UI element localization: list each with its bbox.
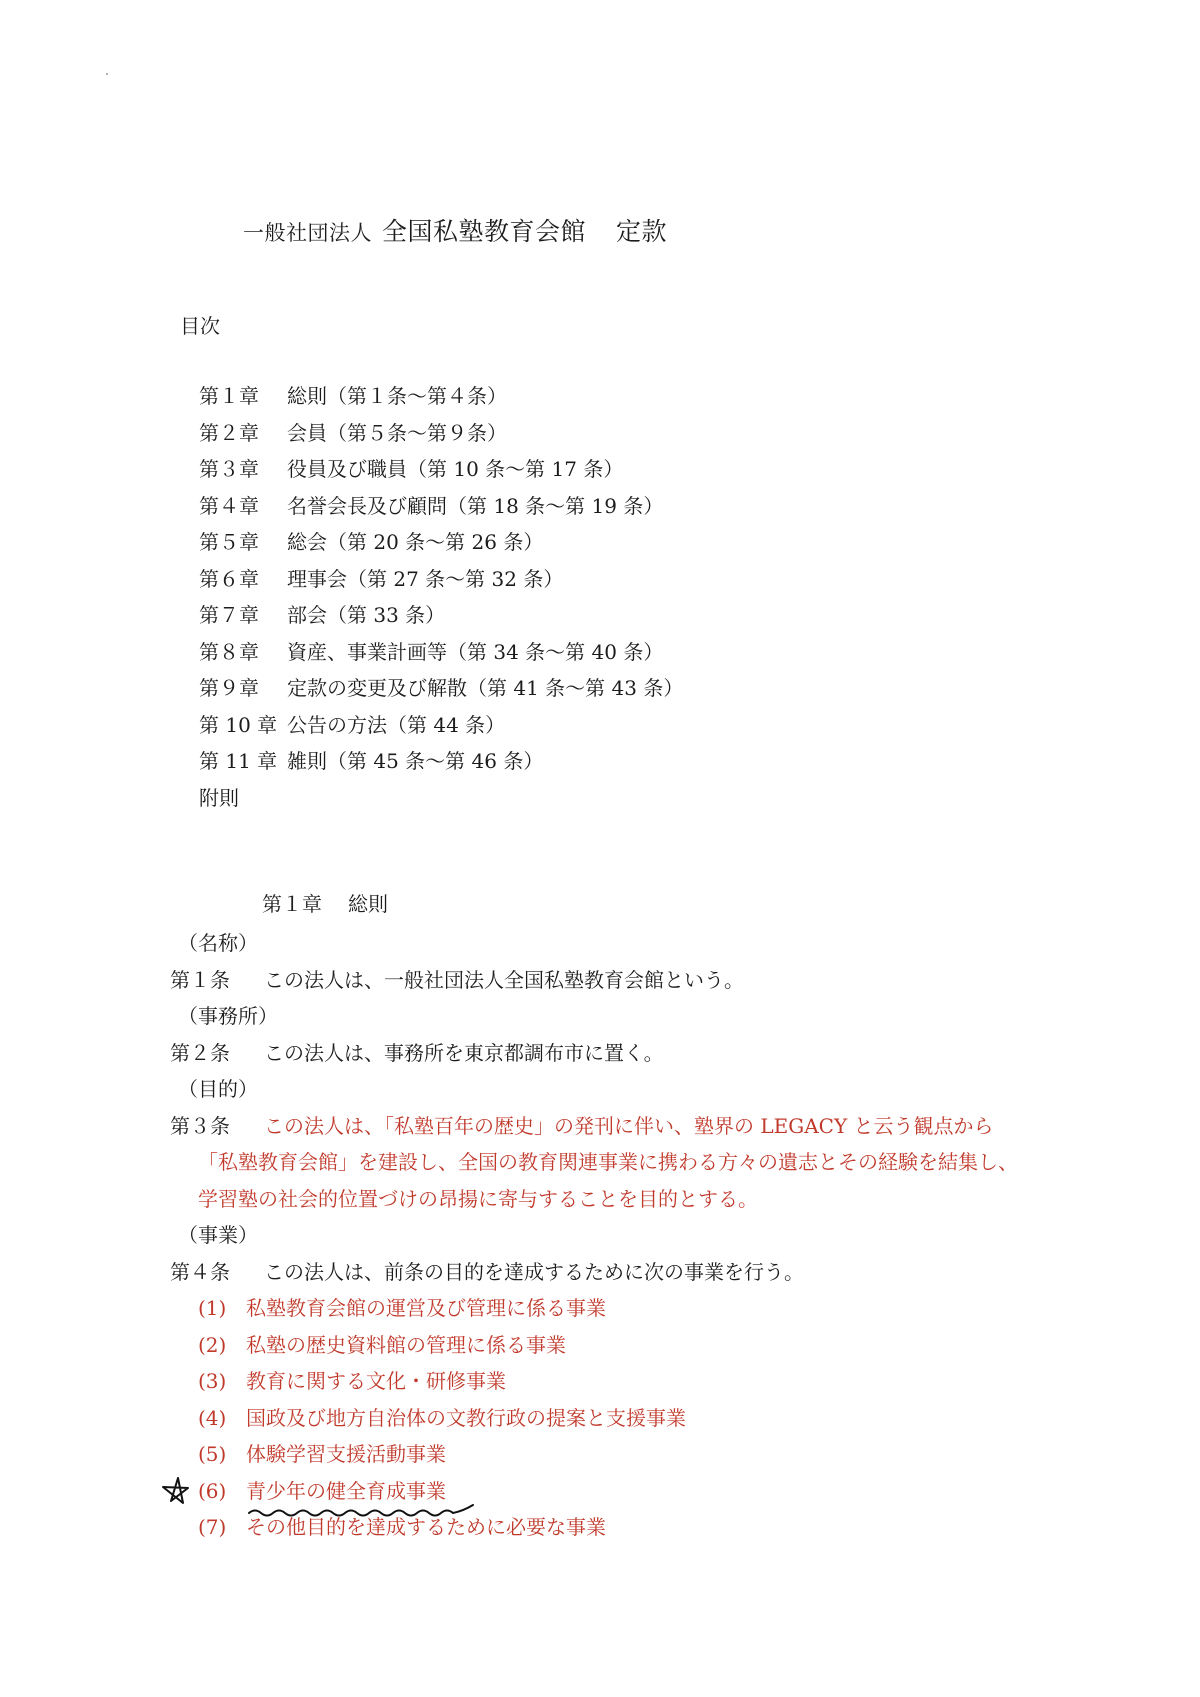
list-item [170,1509,1070,1546]
item-text: その他目的を達成するために必要な事業 [246,1515,606,1539]
item-text: 体験学習支援活動事業 [246,1442,446,1466]
toc-chapter: 第３章 [199,457,259,481]
toc-heading: 目次 [180,314,220,338]
chapter-heading [262,888,388,917]
item-number: (1) [198,1296,227,1320]
item-text: 青少年の健全育成事業 [246,1478,446,1503]
toc-chapter: 第８章 [199,639,259,664]
toc-row [199,524,683,561]
article-text: この法人は、事務所を東京都調布市に置く。 [264,1040,664,1065]
article-2 [170,1035,1070,1072]
toc-row [199,415,683,452]
list-item [170,1400,1070,1437]
article-number: 第３条 [170,1113,230,1138]
title-name: 全国私塾教育会館 [382,217,587,246]
list-item [170,1290,1070,1327]
article-caption: （目的） [178,1077,258,1101]
toc-text: 理事会（第 27 条〜第 32 条） [287,566,564,591]
list-item [170,1363,1070,1400]
chapter-number: 第１章 [262,892,322,916]
toc-chapter: 第１章 [199,384,259,408]
toc-row [199,634,683,671]
list-item [170,1327,1070,1364]
list-item [170,1436,1070,1473]
article-number: 第２条 [170,1040,230,1065]
toc-chapter: 第９章 [199,676,259,700]
article-1 [170,962,1070,999]
item-text: 私塾の歴史資料館の管理に係る事業 [246,1332,566,1357]
item-text: 私塾教育会館の運営及び管理に係る事業 [246,1296,606,1320]
title-suffix: 定款 [616,217,668,246]
item-number: (4) [198,1405,227,1430]
toc-text: 公告の方法（第 44 条） [287,712,506,737]
article-caption: （名称） [178,931,258,955]
article-text: この法人は、前条の目的を達成するために次の事業を行う。 [264,1259,804,1284]
item-number: (3) [198,1369,227,1393]
title-org: 一般社団法人 [243,221,372,245]
article-number: 第１条 [170,967,230,992]
toc-chapter: 第４章 [199,493,259,518]
article-caption: （事業） [178,1223,258,1247]
toc-row [199,670,683,707]
toc-chapter: 第 10 章 [199,712,278,737]
article-text: この法人は、「私塾百年の歴史」の発刊に伴い、塾界の LEGACY と云う観点から [264,1113,994,1138]
toc-chapter: 第７章 [199,603,259,627]
toc-chapter: 第５章 [199,530,259,554]
article-4 [170,1254,1070,1291]
articles-body [170,925,1070,1546]
item-number: (5) [198,1442,227,1466]
article-text: この法人は、一般社団法人全国私塾教育会館という。 [264,967,744,992]
item-number: (6) [198,1478,227,1503]
item-number: (7) [198,1515,227,1539]
toc-text: 定款の変更及び解散（第 41 条〜第 43 条） [287,676,684,700]
article-caption: （事務所） [178,1004,278,1028]
scan-speck [106,73,108,75]
article-3-line-2: 「私塾教育会館」を建設し、全国の教育関連事業に携わる方々の遺志とその経験を結集し、 [198,1150,1018,1174]
toc-row [199,743,683,780]
document-title [243,212,667,248]
toc-chapter: 附則 [199,785,239,810]
table-of-contents [199,378,683,816]
toc-row [199,488,683,525]
toc-row [199,597,683,634]
article-number: 第４条 [170,1259,230,1284]
article-3 [170,1108,1070,1145]
toc-row [199,780,683,817]
chapter-name: 総則 [348,892,388,916]
toc-text: 資産、事業計画等（第 34 条〜第 40 条） [287,639,664,664]
toc-text: 会員（第５条〜第９条） [287,420,507,445]
article-3-line-3: 学習塾の社会的位置づけの昂揚に寄与することを目的とする。 [198,1186,758,1211]
toc-text: 役員及び職員（第 10 条〜第 17 条） [287,457,624,481]
item-number: (2) [198,1332,227,1357]
toc-chapter: 第 11 章 [199,749,278,773]
toc-row [199,707,683,744]
item-text: 教育に関する文化・研修事業 [246,1369,506,1393]
toc-text: 雑則（第 45 条〜第 46 条） [287,749,544,773]
list-item [170,1473,1070,1510]
toc-chapter: 第２章 [199,420,259,445]
toc-text: 部会（第 33 条） [287,603,446,627]
toc-row [199,451,683,488]
item-text: 国政及び地方自治体の文教行政の提案と支援事業 [246,1405,686,1430]
toc-row [199,561,683,598]
toc-row [199,378,683,415]
toc-text: 名誉会長及び顧問（第 18 条〜第 19 条） [287,493,664,518]
toc-chapter: 第６章 [199,566,259,591]
toc-text: 総会（第 20 条〜第 26 条） [287,530,544,554]
toc-text: 総則（第１条〜第４条） [287,384,507,408]
